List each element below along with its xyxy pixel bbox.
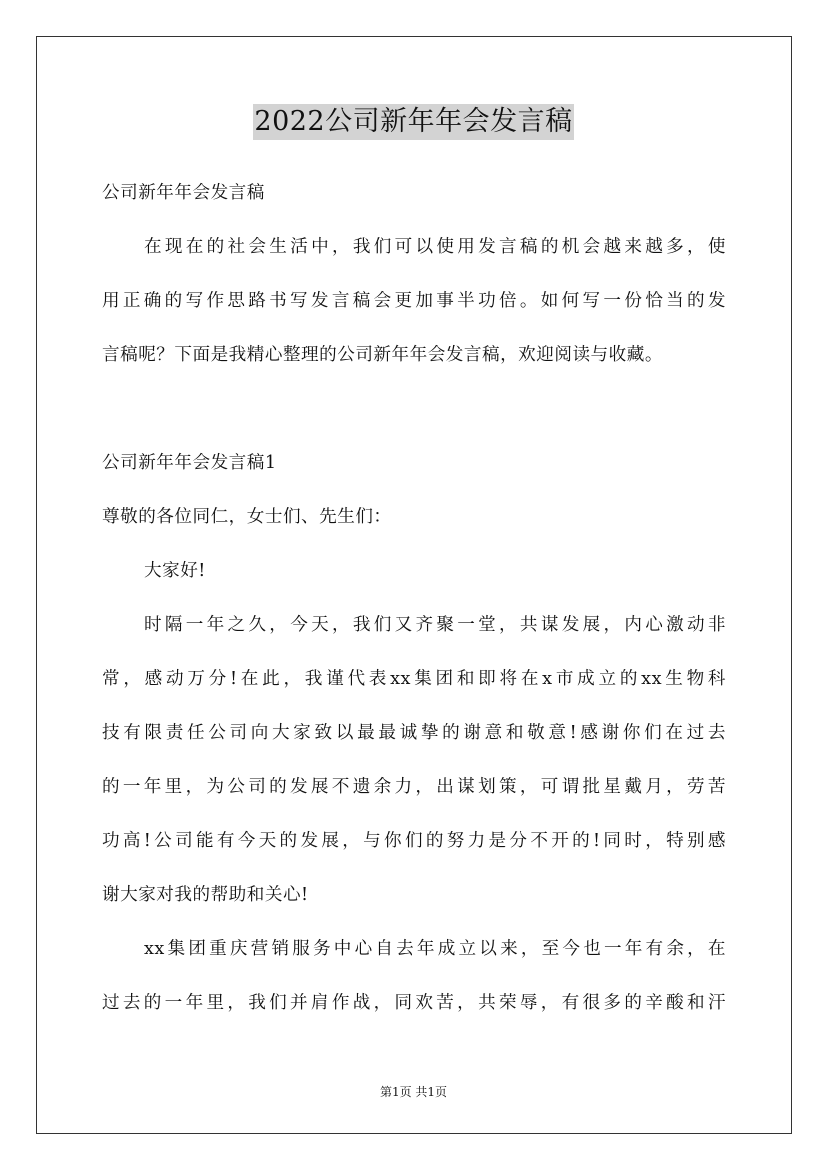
- title-container: [0, 104, 827, 140]
- paragraph-line: 在现在的社会生活中，我们可以使用发言稿的机会越来越多，使: [144, 237, 726, 257]
- paragraph-line: 谢大家对我的帮助和关心!: [102, 885, 309, 905]
- paragraph-line: 过去的一年里，我们并肩作战，同欢苦，共荣辱，有很多的辛酸和汗: [102, 993, 726, 1013]
- paragraph-line: xx集团重庆营销服务中心自去年成立以来，至今也一年有余，在: [144, 939, 726, 959]
- document-title: 2022公司新年年会发言稿: [253, 104, 573, 140]
- salutation-line: 尊敬的各位同仁，女士们、先生们：: [102, 507, 392, 527]
- paragraph-line: 技有限责任公司向大家致以最最诚挚的谢意和敬意!感谢你们在过去: [102, 723, 726, 743]
- paragraph-line: 功高!公司能有今天的发展，与你们的努力是分不开的!同时，特别感: [102, 831, 726, 851]
- page-footer: 第1页 共1页: [379, 1085, 448, 1099]
- subtitle-line: 公司新年年会发言稿: [102, 183, 265, 203]
- paragraph-line: 用正确的写作思路书写发言稿会更加事半功倍。如何写一份恰当的发: [102, 291, 726, 311]
- paragraph-line: 常，感动万分!在此，我谨代表xx集团和即将在x市成立的xx生物科: [102, 669, 726, 689]
- paragraph-line: 言稿呢？下面是我精心整理的公司新年年会发言稿，欢迎阅读与收藏。: [102, 345, 663, 365]
- greeting-line: 大家好!: [144, 561, 206, 581]
- section-heading: 公司新年年会发言稿1: [102, 453, 277, 473]
- paragraph-line: 的一年里，为公司的发展不遗余力，出谋划策，可谓批星戴月，劳苦: [102, 777, 726, 797]
- paragraph-line: 时隔一年之久，今天，我们又齐聚一堂，共谋发展，内心激动非: [144, 615, 726, 635]
